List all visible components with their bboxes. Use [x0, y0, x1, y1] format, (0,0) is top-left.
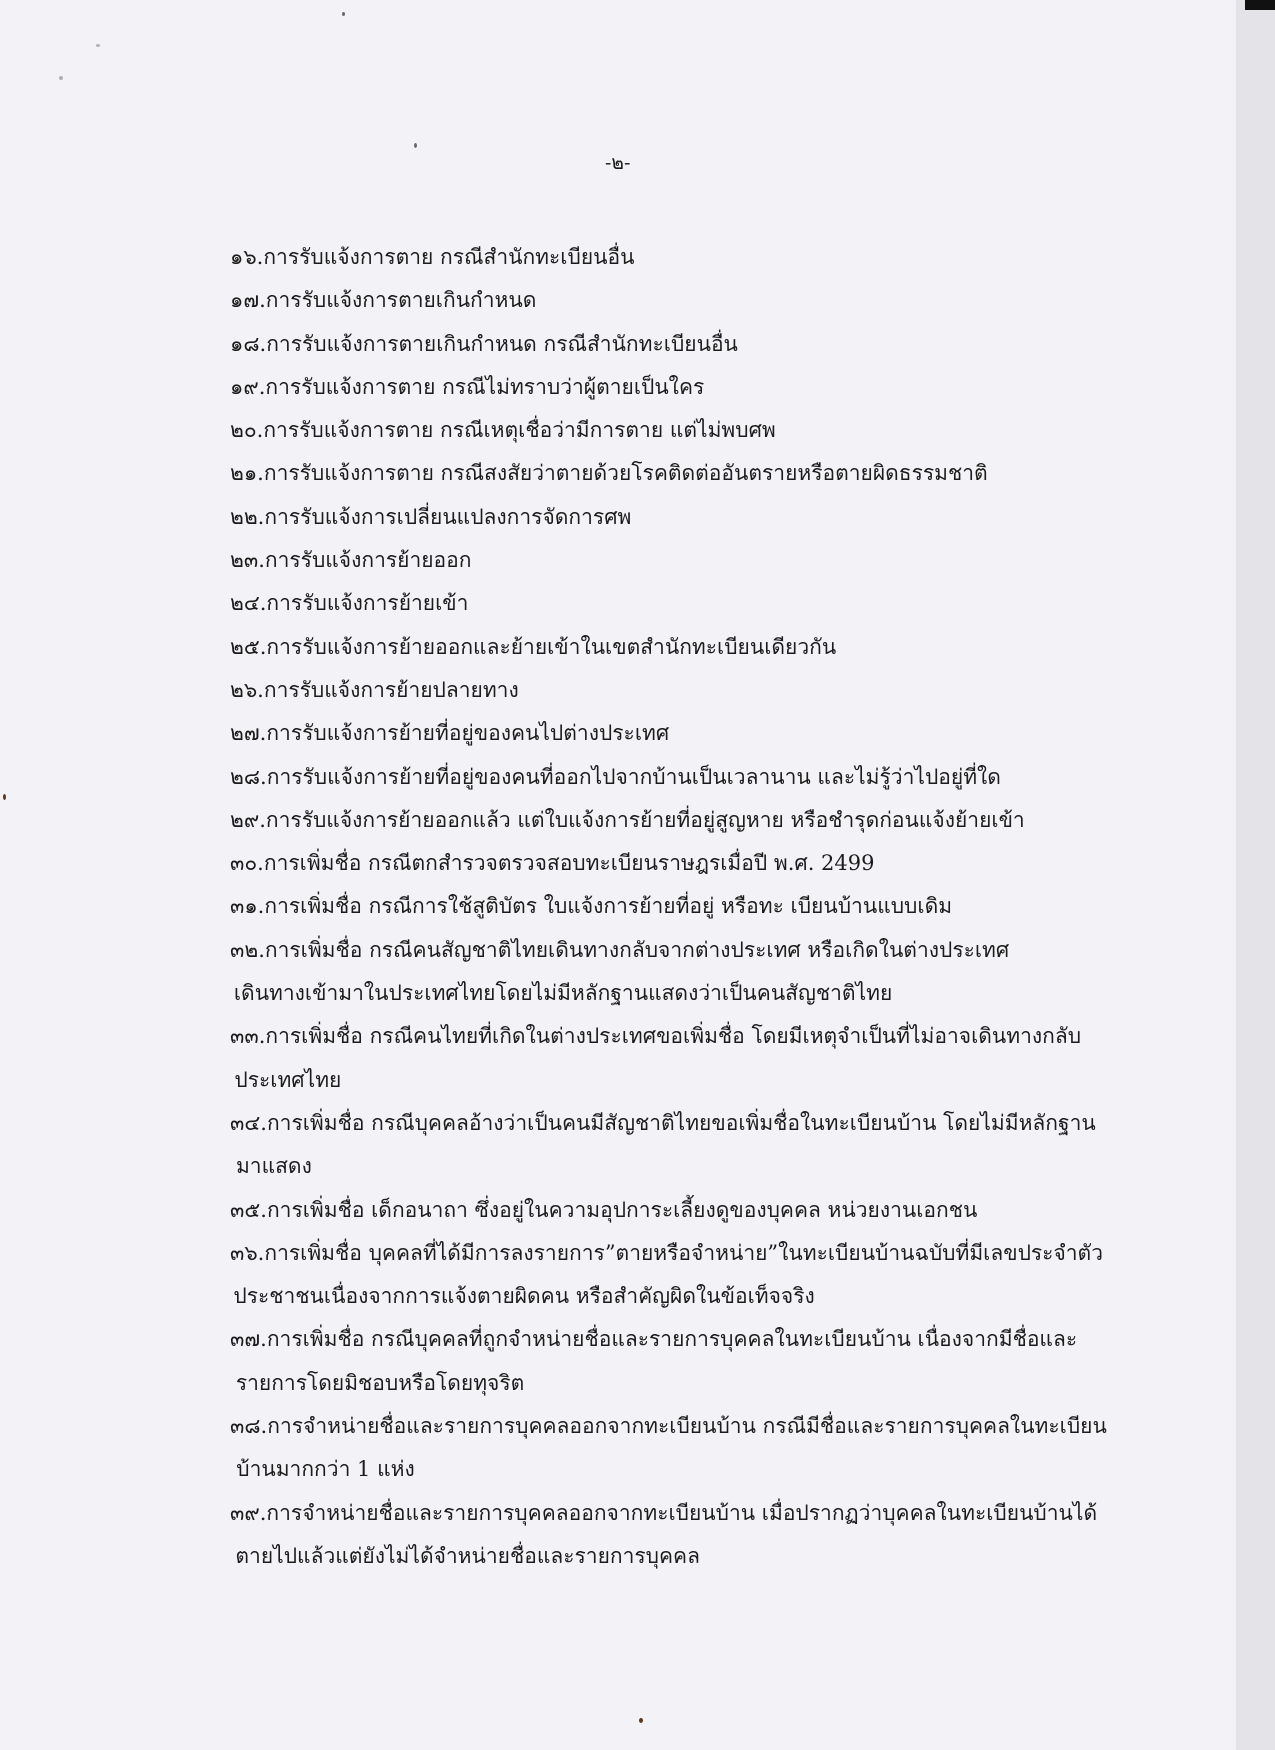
item-text: [267, 756, 1001, 799]
list-item: [230, 1015, 1130, 1102]
list-item: [230, 929, 1130, 1016]
item-line: การเพิ่มชื่อ กรณีตกสำรวจตรวจสอบทะเบียนราษฎรเมื่อปี พ.ศ. 2499: [263, 851, 875, 876]
item-text: [263, 236, 634, 279]
item-continuation-line: มาแสดง: [235, 1154, 312, 1179]
item-continuation-line: ประชาชนเนื่องจากการแจ้งตายผิดคน หรือสำคัญผิดในข้อเท็จจริง: [233, 1284, 815, 1309]
item-number: ๓๐.: [230, 851, 264, 876]
item-line: การรับแจ้งการตาย กรณีสงสัยว่าตายด้วยโรคติดต่ออันตรายหรือตายผิดธรรมชาติ: [263, 461, 988, 486]
list-item: [230, 1405, 1130, 1492]
page-number: -๒-: [605, 152, 631, 174]
item-number: ๒๘.: [230, 764, 267, 789]
item-line: การรับแจ้งการย้ายที่อยู่ของคนไปต่างประเทศ: [266, 721, 670, 746]
list-item: [230, 582, 1130, 625]
item-number: ๓๔.: [230, 1110, 267, 1135]
item-line: การรับแจ้งการเปลี่ยนแปลงการจัดการศพ: [264, 504, 632, 529]
item-number: ๒๔.: [230, 591, 267, 616]
item-text: [265, 539, 472, 582]
item-text: [266, 626, 836, 669]
scan-corner-mark: [1245, 0, 1275, 10]
list-item: [230, 885, 1130, 928]
item-text: [266, 582, 468, 625]
item-number: ๓๑.: [230, 894, 265, 919]
list-item: [230, 712, 1130, 755]
item-text: [264, 669, 519, 712]
item-continuation-line: ประเทศไทย: [234, 1067, 342, 1092]
item-line: การรับแจ้งการย้ายออกแล้ว แต่ใบแจ้งการย้ายที่อยู่สูญหาย หรือชำรุดก่อนแจ้งย้ายเข้า: [265, 807, 1025, 832]
item-line: การเพิ่มชื่อ กรณีบุคคลที่ถูกจำหน่ายชื่อและรายการบุคคลในทะเบียนบ้าน เนื่องจากมีชื่อและ: [266, 1327, 1078, 1352]
list-item: [230, 669, 1130, 712]
item-text: [266, 279, 537, 322]
item-text: [266, 712, 669, 755]
item-continuation-line: เดินทางเข้ามาในประเทศไทยโดยไม่มีหลักฐานแสดงว่าเป็นคนสัญชาติไทย: [233, 981, 893, 1006]
list-item: [230, 236, 1130, 279]
list-item: [230, 799, 1130, 842]
item-text: [267, 1189, 977, 1232]
item-number: ๓๙.: [230, 1500, 267, 1525]
item-line: การเพิ่มชื่อ กรณีการใช้สูติบัตร ใบแจ้งการย้ายที่อยู่ หรือทะ เบียนบ้านแบบเดิม: [264, 894, 953, 919]
scan-speck: [96, 44, 100, 47]
item-line: การจำหน่ายชื่อและรายการบุคคลออกจากทะเบียนบ้าน เมื่อปรากฏว่าบุคคลในทะเบียนบ้านได้: [266, 1500, 1098, 1525]
item-number: ๒๐.: [230, 418, 264, 443]
item-line: การรับแจ้งการตายเกินกำหนด: [265, 288, 537, 313]
item-number: ๓๒.: [230, 937, 265, 962]
list-item: [230, 626, 1130, 669]
item-line: การรับแจ้งการตาย กรณีเหตุเชื่อว่ามีการตาย แต่ไม่พบศพ: [263, 418, 776, 443]
item-line: การรับแจ้งการตายเกินกำหนด กรณีสำนักทะเบียนอื่น: [266, 331, 738, 356]
item-line: การรับแจ้งการตาย กรณีไม่ทราบว่าผู้ตายเป็นใคร: [265, 374, 705, 399]
item-number: ๑๗.: [230, 288, 266, 313]
item-number: ๓๗.: [230, 1327, 267, 1352]
list-item: [230, 756, 1130, 799]
item-text: [264, 496, 631, 539]
item-number: ๒๓.: [230, 548, 265, 573]
item-text: [264, 842, 875, 885]
item-number: ๑๘.: [230, 331, 267, 356]
scan-speck: [3, 794, 6, 800]
item-text: [263, 409, 775, 452]
item-text: [264, 452, 988, 495]
list-item: [230, 452, 1130, 495]
item-number: ๒๙.: [230, 807, 266, 832]
item-number: ๒๗.: [230, 721, 267, 746]
item-line: การจำหน่ายชื่อและรายการบุคคลออกจากทะเบียนบ้าน กรณีมีชื่อและรายการบุคคลในทะเบียน: [267, 1414, 1107, 1439]
item-line: การรับแจ้งการตาย กรณีสำนักทะเบียนอื่น: [263, 245, 635, 269]
item-number: ๓๘.: [230, 1414, 268, 1439]
list-item: [230, 323, 1130, 366]
item-text: [266, 799, 1025, 842]
item-line: การรับแจ้งการย้ายออก: [264, 548, 472, 573]
item-text: [265, 366, 704, 409]
list-item: [230, 496, 1130, 539]
item-line: การรับแจ้งการย้ายออกและย้ายเข้าในเขตสำนักทะเบียนเดียวกัน: [266, 634, 837, 659]
item-line: การเพิ่มชื่อ เด็กอนาถา ซึ่งอยู่ในความอุปการะเลี้ยงดูของบุคคล หน่วยงานเอกชน: [266, 1197, 978, 1222]
item-number: ๒๒.: [230, 504, 265, 529]
list-item: [230, 1189, 1130, 1232]
item-continuation-line: บ้านมากกว่า 1 แห่ง: [236, 1457, 415, 1482]
list-item: [230, 1318, 1130, 1405]
scan-speck: [414, 143, 417, 148]
list-item: [230, 1232, 1130, 1319]
list-item: [230, 1102, 1130, 1189]
item-number: ๓๖.: [230, 1240, 265, 1265]
item-number: ๓๕.: [230, 1197, 267, 1222]
item-line: การเพิ่มชื่อ กรณีคนไทยที่เกิดในต่างประเทศขอเพิ่มชื่อ โดยมีเหตุจำเป็นที่ไม่อาจเดินทางกลับ: [265, 1024, 1082, 1049]
item-number: ๒๖.: [230, 677, 264, 702]
item-text: [266, 323, 738, 366]
item-line: การเพิ่มชื่อ กรณีบุคคลอ้างว่าเป็นคนมีสัญชาติไทยขอเพิ่มชื่อในทะเบียนบ้าน โดยไม่มีหลักฐาน: [266, 1110, 1096, 1135]
item-continuation-line: ตายไปแล้วแต่ยังไม่ได้จำหน่ายชื่อและรายการบุคคล: [235, 1543, 700, 1568]
item-number: ๑๙.: [230, 374, 266, 399]
list-item: [230, 279, 1130, 322]
list-item: [230, 409, 1130, 452]
item-continuation-line: รายการโดยมิชอบหรือโดยทุจริต: [235, 1370, 525, 1395]
item-list: [230, 236, 1130, 1578]
item-number: ๒๕.: [230, 634, 267, 659]
scan-speck: [59, 76, 63, 80]
item-number: ๓๓.: [230, 1024, 266, 1049]
list-item: [230, 842, 1130, 885]
list-item: [230, 366, 1130, 409]
list-item: [230, 1492, 1130, 1579]
scan-margin: [1236, 0, 1275, 1750]
item-line: การรับแจ้งการย้ายปลายทาง: [263, 677, 519, 702]
scan-speck: [639, 1718, 643, 1723]
item-line: การเพิ่มชื่อ บุคคลที่ได้มีการลงรายการ”ตายหรือจำหน่าย”ในทะเบียนบ้านฉบับที่มีเลขประจำตัว: [264, 1240, 1103, 1265]
item-text: [264, 885, 952, 928]
item-line: การเพิ่มชื่อ กรณีคนสัญชาติไทยเดินทางกลับจากต่างประเทศ หรือเกิดในต่างประเทศ: [264, 937, 1010, 962]
item-number: ๑๖.: [230, 245, 264, 269]
item-number: ๒๑.: [230, 461, 264, 486]
item-line: การรับแจ้งการย้ายที่อยู่ของคนที่ออกไปจากบ้านเป็นเวลานาน และไม่รู้ว่าไปอยู่ที่ใด: [266, 764, 1001, 789]
scan-speck: [342, 12, 345, 16]
list-item: [230, 539, 1130, 582]
item-line: การรับแจ้งการย้ายเข้า: [266, 591, 469, 616]
